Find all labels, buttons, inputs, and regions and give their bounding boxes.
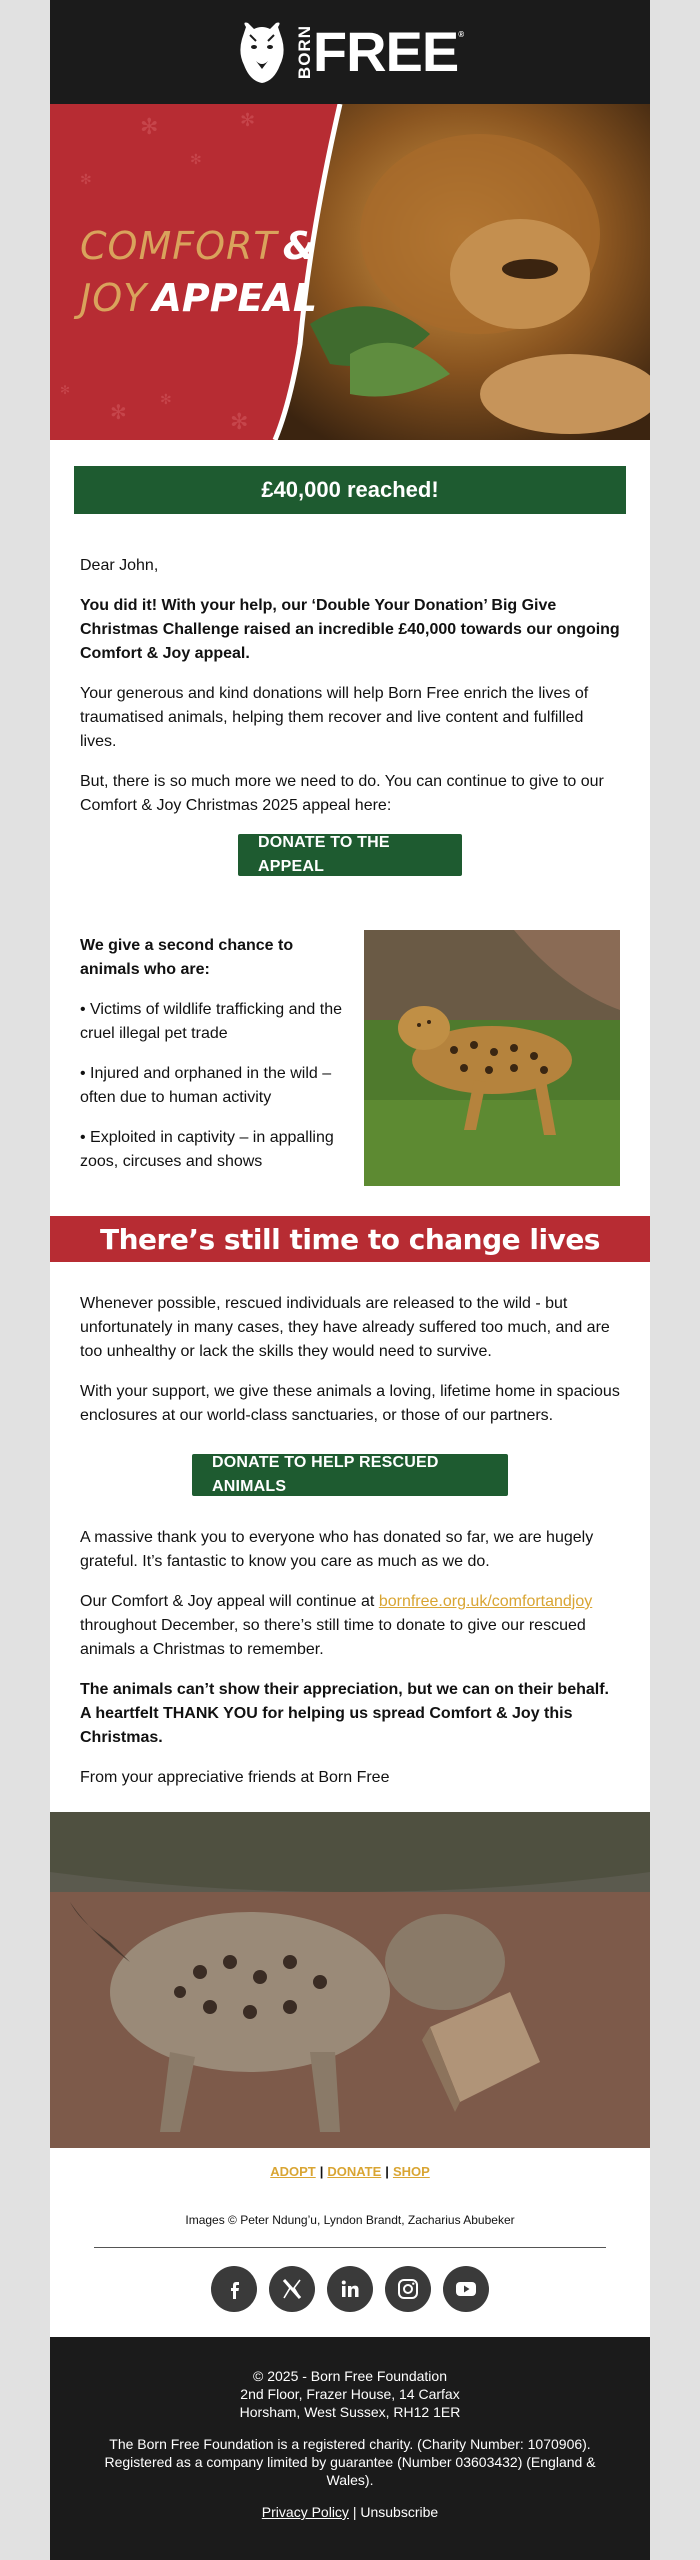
footer-links xyxy=(50,2164,650,2179)
intro-section xyxy=(50,554,650,876)
shop-link[interactable]: SHOP xyxy=(392,2164,430,2179)
youtube-icon[interactable] xyxy=(443,2266,489,2312)
donate-appeal-button[interactable]: DONATE TO THE APPEAL xyxy=(238,834,462,876)
list-item: • Injured and orphaned in the wild – often due to human activity xyxy=(80,1065,332,1106)
leopard-photo xyxy=(364,930,620,1186)
svg-text:✻: ✻ xyxy=(140,114,159,139)
footer-separator: | xyxy=(319,2164,324,2179)
email-header xyxy=(50,0,650,104)
second-chance-section xyxy=(50,930,650,1190)
rescue-paragraph-3: A massive thank you to everyone who has donated so far, we are hugely grateful. It’s fantastic to know you care as much as we do. xyxy=(80,1529,594,1570)
svg-text:✻: ✻ xyxy=(110,402,127,424)
image-credits: Images © Peter Ndung’u, Lyndon Brandt, Zacharius Abubeker xyxy=(185,2213,515,2227)
hero-title-comfort: COMFORT xyxy=(80,224,278,268)
hero-title-appeal: APPEAL xyxy=(152,276,318,320)
rescue-paragraph-2: With your support, we give these animals a loving, lifetime home in spacious enclosures at our world-class sanctuaries, or those of our partners. xyxy=(80,1383,620,1424)
list-item: • Exploited in captivity – in appalling zoos, circuses and shows xyxy=(80,1129,334,1170)
signoff: From your appreciative friends at Born Free xyxy=(80,1769,390,1786)
logo-registered: ® xyxy=(458,30,465,39)
donate-rescued-animals-button[interactable]: DONATE TO HELP RESCUED ANIMALS xyxy=(192,1454,508,1496)
svg-text:✻: ✻ xyxy=(60,383,71,397)
hyena-photo xyxy=(50,1812,650,2148)
donate-link[interactable]: DONATE xyxy=(327,2164,382,2179)
unsubscribe-link[interactable]: Unsubscribe xyxy=(360,2504,439,2520)
hero-title xyxy=(80,224,317,328)
facebook-icon[interactable] xyxy=(211,2266,257,2312)
intro-paragraph-1: Your generous and kind donations will help Born Free enrich the lives of traumatised animals, helping them recover and live content and fulfilled lives. xyxy=(80,685,589,750)
bold-closing: The animals can’t show their appreciation, but we can on their behalf. A heartfelt THANK YOU for helping us spread Comfort & Joy this Christmas. xyxy=(80,1681,609,1746)
rescue-paragraph-1: Whenever possible, rescued individuals are released to the wild - but unfortunately in many cases, they have already suffered too much, and are too unhealthy or lack the skills they would need to survive. xyxy=(80,1295,610,1360)
total-reached-banner: £40,000 reached! xyxy=(74,466,626,514)
footer-address-1: 2nd Floor, Frazer House, 14 Carfax xyxy=(240,2386,460,2402)
footer-charity-info: The Born Free Foundation is a registered charity. (Charity Number: 1070906). Registered as a company limited by guarantee (Number 03603432) (England & Wales). xyxy=(104,2436,596,2488)
footer-separator: | xyxy=(385,2164,389,2179)
logo-free: FREE xyxy=(312,20,459,83)
logo-wordmark xyxy=(294,20,465,83)
adopt-link[interactable]: ADOPT xyxy=(270,2164,316,2179)
svg-text:✻: ✻ xyxy=(240,110,256,130)
hero-banner[interactable] xyxy=(50,104,650,440)
footer xyxy=(50,2337,650,2560)
logo-born: BORN xyxy=(294,24,314,80)
email-container xyxy=(50,0,650,2560)
privacy-policy-link[interactable]: Privacy Policy xyxy=(261,2504,349,2520)
section-title-band: There’s still time to change lives xyxy=(50,1216,650,1262)
divider xyxy=(94,2247,606,2248)
svg-text:✻: ✻ xyxy=(190,151,202,167)
rescue-text-b: throughout December, so there’s still time to donate to give our rescued animals a Christmas to remember. xyxy=(80,1617,586,1658)
footer-links-area xyxy=(50,2148,650,2312)
rescue-paragraph-4 xyxy=(80,1590,620,1662)
comfortandjoy-link[interactable]: bornfree.org.uk/comfortandjoy xyxy=(378,1593,593,1610)
lioness-head-icon xyxy=(236,19,288,85)
greeting: Dear John, xyxy=(80,557,159,574)
rescue-text-a: Our Comfort & Joy appeal will continue at xyxy=(80,1593,379,1610)
footer-address-2: Horsham, West Sussex, RH12 1ER xyxy=(239,2404,461,2420)
footer-separator: | xyxy=(352,2504,357,2520)
list-item: • Victims of wildlife trafficking and the cruel illegal pet trade xyxy=(80,1001,343,1042)
linkedin-icon[interactable] xyxy=(327,2266,373,2312)
svg-text:✻: ✻ xyxy=(80,171,92,187)
social-links xyxy=(50,2266,650,2312)
hero-title-joy: JOY xyxy=(80,276,148,320)
svg-text:✻: ✻ xyxy=(230,409,249,434)
second-chance-heading: We give a second chance to animals who are: xyxy=(80,937,294,978)
intro-paragraph-2: But, there is so much more we need to do. You can continue to give to our Comfort & Joy Christmas 2025 appeal here: xyxy=(80,773,604,814)
x-icon[interactable] xyxy=(269,2266,315,2312)
footer-copyright: © 2025 - Born Free Foundation xyxy=(253,2368,447,2384)
rescue-section xyxy=(50,1292,650,1790)
bold-lead: You did it! With your help, our ‘Double Your Donation’ Big Give Christmas Challenge raised an incredible £40,000 towards our ongoing Comfort & Joy appeal. xyxy=(80,597,620,662)
instagram-icon[interactable] xyxy=(385,2266,431,2312)
born-free-logo[interactable] xyxy=(236,19,464,85)
svg-text:✻: ✻ xyxy=(160,391,172,407)
hero-title-amp: & xyxy=(282,224,316,268)
